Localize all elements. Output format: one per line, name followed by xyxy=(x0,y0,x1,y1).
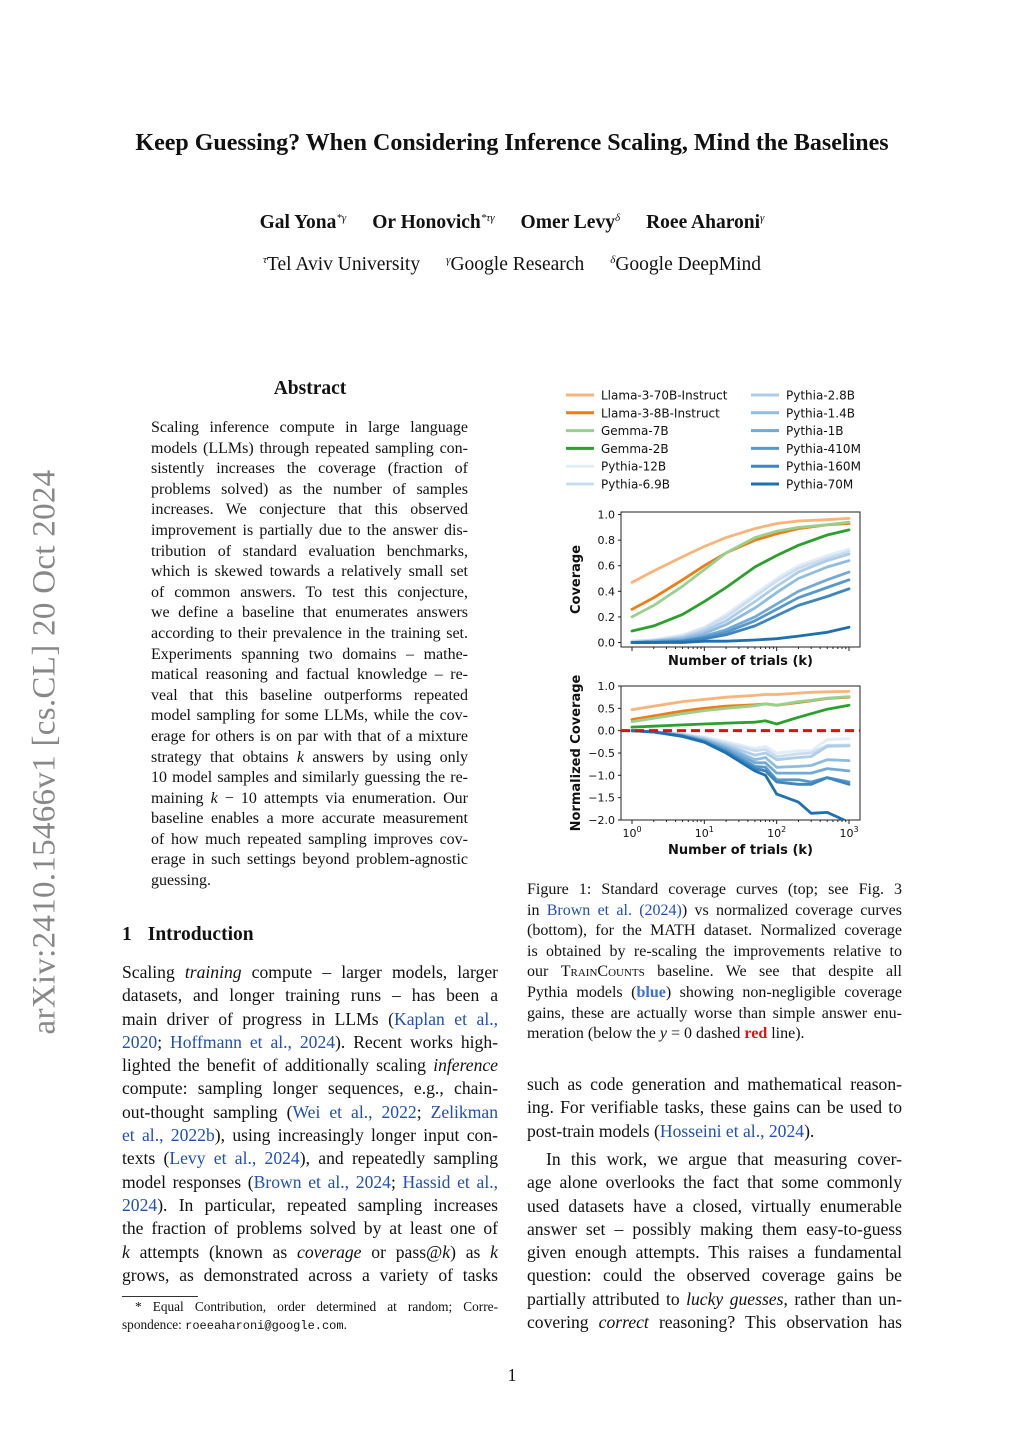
text: lighted the benefit of additionally scaling xyxy=(122,1055,434,1076)
text: the fraction of problems solved by at least one of xyxy=(122,1218,498,1239)
text: of common answers. To test this conjecture, xyxy=(151,583,468,601)
citation-link[interactable]: Brown et al., 2024 xyxy=(253,1171,391,1192)
right-column-paragraph-2 xyxy=(527,1148,902,1334)
text-line xyxy=(527,1171,902,1194)
x-tick-exponent: 3 xyxy=(853,825,859,834)
text: − 10 attempts via enumeration. Our xyxy=(217,789,469,807)
legend-label: Pythia-410M xyxy=(786,441,861,456)
series-line-gemma-7b xyxy=(632,697,849,722)
text: guessing. xyxy=(151,872,211,890)
x-tick-base: 10 xyxy=(694,827,709,840)
legend-label: Pythia-12B xyxy=(601,459,667,474)
y-tick-label: 0.6 xyxy=(597,559,615,573)
x-tick-label xyxy=(839,825,858,840)
text-line xyxy=(151,603,468,624)
text: ; xyxy=(416,1101,431,1122)
x-tick-exponent: 2 xyxy=(781,825,787,834)
styled-text: training xyxy=(184,962,242,982)
x-tick-label xyxy=(767,825,786,840)
x-tick-base: 10 xyxy=(839,827,854,840)
text: erage in such settings beyond problem-agnostic xyxy=(151,851,468,869)
citation-link[interactable]: (2024) xyxy=(639,901,682,919)
text-line xyxy=(527,1073,902,1096)
text: line). xyxy=(767,1025,805,1043)
text-line xyxy=(151,686,468,707)
text-line xyxy=(151,624,468,645)
text-line xyxy=(151,645,468,666)
author-affiliation-mark: γ xyxy=(760,212,765,224)
citation-link[interactable]: 2024 xyxy=(122,1194,158,1215)
x-axis-label: Number of trials (k) xyxy=(668,843,813,858)
text-line xyxy=(122,1101,498,1124)
author-list xyxy=(0,212,1024,234)
text-line xyxy=(527,1288,902,1311)
citation-link[interactable]: et al., 2022b xyxy=(122,1125,215,1146)
text-line xyxy=(151,789,468,810)
text: ) showing non-negligible coverage xyxy=(665,983,902,1001)
text: used datasets have a closed, virtually enumerable xyxy=(527,1195,902,1216)
author-affiliation-mark: δ xyxy=(614,212,621,224)
citation-link[interactable]: Wei et al., 2022 xyxy=(292,1101,417,1122)
author xyxy=(372,212,494,233)
text: in xyxy=(527,901,547,919)
text: increases. We conjecture that this observed xyxy=(151,501,468,519)
text-line xyxy=(151,850,468,871)
styled-text: k xyxy=(442,1241,451,1262)
styled-text: TrainCounts xyxy=(560,963,645,981)
legend-label: Pythia-160M xyxy=(786,459,861,474)
citation-link[interactable]: Hosseini et al., 2024 xyxy=(659,1120,805,1141)
section-title: Introduction xyxy=(147,924,254,945)
text-line xyxy=(122,1217,498,1240)
text-line xyxy=(151,809,468,830)
text-line xyxy=(527,901,902,922)
citation-link[interactable]: Hassid et al., xyxy=(402,1171,499,1192)
text: ). Recent works high- xyxy=(335,1031,498,1052)
text: answers by using only xyxy=(304,748,469,766)
text-line xyxy=(151,768,468,789)
text: our xyxy=(527,963,561,981)
text-line xyxy=(151,748,468,769)
legend-label: Pythia-1.4B xyxy=(786,406,855,421)
text-line xyxy=(527,1311,902,1334)
legend-label: Llama-3-8B-Instruct xyxy=(601,406,720,421)
author xyxy=(646,212,764,233)
affiliation xyxy=(610,254,761,275)
text-line xyxy=(151,480,468,501)
text-line xyxy=(122,1241,498,1264)
text: given enough attempts. This raises a fundamental xyxy=(527,1242,902,1263)
text-line xyxy=(122,1264,498,1287)
affiliation-name: Google DeepMind xyxy=(615,254,762,275)
text: model sampling for some LLMs, while the cov- xyxy=(151,707,468,725)
text: grows, as demonstrated across a variety of tasks xyxy=(122,1264,498,1285)
text-line xyxy=(122,1031,498,1054)
styled-text: correct xyxy=(598,1312,649,1333)
legend-label: Pythia-6.9B xyxy=(601,477,670,492)
abstract-heading: Abstract xyxy=(273,378,347,399)
styled-text: k xyxy=(122,1241,130,1262)
affiliation-mark: τ xyxy=(262,254,267,266)
citation-link[interactable]: Zelikman xyxy=(430,1101,499,1122)
text: gains, these are actually worse than simple answer enu- xyxy=(527,1004,902,1022)
text: ; xyxy=(157,1031,170,1052)
author xyxy=(521,212,621,233)
y-tick-label: 0.0 xyxy=(597,724,615,738)
text: we define a baseline that enumerates answers xyxy=(151,604,468,622)
text: such as code generation and mathematical reason- xyxy=(527,1074,902,1094)
text: Experiments spanning two domains – mathe- xyxy=(151,645,468,663)
x-tick-base: 10 xyxy=(767,827,782,840)
styled-text: coverage xyxy=(297,1241,362,1262)
text: ). xyxy=(804,1120,815,1141)
text: Figure 1: Standard coverage curves (top; see Fig. 3 xyxy=(527,881,902,898)
affiliation xyxy=(263,254,420,275)
citation-link[interactable]: Kaplan et al., xyxy=(394,1008,499,1029)
affiliation-list xyxy=(0,254,1024,276)
y-tick-label: 0.4 xyxy=(597,585,615,599)
text: Scaling xyxy=(122,962,185,982)
x-axis-label: Number of trials (k) xyxy=(668,654,813,669)
y-tick-label: 0.2 xyxy=(597,610,615,624)
text: Pythia models ( xyxy=(527,983,637,1001)
legend-label: Llama-3-70B-Instruct xyxy=(601,388,728,403)
text-line xyxy=(527,983,902,1004)
text-line xyxy=(151,500,468,521)
text-line xyxy=(122,1316,498,1334)
text: baseline enables a more accurate measurement xyxy=(151,810,468,828)
text: matical reasoning and factual knowledge – re- xyxy=(151,666,468,684)
text: ing. For verifiable tasks, these gains can be used to xyxy=(527,1097,902,1118)
affiliation xyxy=(446,254,584,275)
text-line xyxy=(151,665,468,686)
email-address: roeeaharoni@google.com xyxy=(185,1319,344,1333)
y-tick-label: 1.0 xyxy=(597,508,615,522)
text: which is skewed towards a relatively small set xyxy=(151,563,468,581)
x-tick-base: 10 xyxy=(622,827,637,840)
citation-link[interactable]: Brown et al. xyxy=(546,901,632,919)
text: of how much repeated sampling improves cov- xyxy=(151,830,468,848)
text-line xyxy=(151,521,468,542)
citation-link[interactable]: 2020 xyxy=(122,1031,158,1052)
text: ), and repeatedly sampling xyxy=(299,1148,498,1169)
text-line xyxy=(151,706,468,727)
text-line xyxy=(527,1096,902,1119)
text: post-train models ( xyxy=(527,1120,660,1141)
text: ) vs normalized coverage curves xyxy=(681,901,902,919)
text-line xyxy=(527,1120,902,1143)
text-line xyxy=(527,1024,902,1045)
styled-text: k xyxy=(490,1241,498,1262)
text-line xyxy=(122,984,498,1007)
text-line xyxy=(151,418,468,439)
text: main driver of progress in LLMs ( xyxy=(122,1008,394,1029)
author-name: Or Honovich xyxy=(372,212,481,233)
x-tick-label xyxy=(622,825,641,840)
legend-label: Pythia-70M xyxy=(786,477,854,492)
page-number: 1 xyxy=(507,1365,517,1385)
y-axis-label: Normalized Coverage xyxy=(569,674,584,832)
text: texts ( xyxy=(122,1148,170,1169)
section-number: 1 xyxy=(122,924,132,945)
text: ; xyxy=(390,1171,403,1192)
text: meration (below the xyxy=(527,1025,660,1043)
text: model responses ( xyxy=(122,1171,254,1192)
x-tick-exponent: 0 xyxy=(636,825,642,834)
series-line-llama-3-70b-instruct xyxy=(632,518,849,582)
text-line xyxy=(527,1264,902,1287)
abstract-body xyxy=(151,418,468,892)
text: problems solved) as the number of samples xyxy=(151,480,468,498)
text-line xyxy=(151,542,468,563)
text: tribution of standard evaluation benchmarks, xyxy=(151,542,468,560)
author-name: Gal Yona xyxy=(259,212,337,233)
text: out-thought sampling ( xyxy=(122,1101,293,1122)
figure-charts xyxy=(540,380,900,870)
styled-text: red xyxy=(744,1025,768,1043)
legend-label: Pythia-2.8B xyxy=(786,388,855,403)
y-tick-label: −0.5 xyxy=(588,747,615,760)
text-line xyxy=(527,880,902,901)
legend-label: Pythia-1B xyxy=(786,424,844,439)
paper-title: Keep Guessing? When Considering Inference Scaling, Mind the Baselines xyxy=(135,130,889,156)
affiliation-mark: δ xyxy=(610,254,616,266)
text-line xyxy=(151,830,468,851)
text-line xyxy=(527,921,902,942)
legend-label: Gemma-2B xyxy=(601,441,669,456)
text-line xyxy=(151,583,468,604)
author-name: Omer Levy xyxy=(520,212,615,233)
chart-0 xyxy=(569,509,860,669)
author-name: Roee Aharoni xyxy=(646,212,761,233)
styled-text: y xyxy=(659,1025,667,1043)
text-line xyxy=(527,1218,902,1241)
text: spondence: xyxy=(122,1317,186,1332)
text: strategy that obtains xyxy=(151,748,297,766)
y-tick-label: −2.0 xyxy=(588,814,615,827)
text: Scaling inference compute in large language xyxy=(151,419,468,436)
citation-link[interactable]: Levy et al., 2024 xyxy=(169,1148,300,1169)
styled-text: lucky guesses xyxy=(686,1288,784,1309)
figure-caption xyxy=(527,880,902,1045)
text-line xyxy=(151,439,468,460)
text: partially attributed to xyxy=(527,1288,687,1309)
text-line xyxy=(122,1008,498,1031)
text-line xyxy=(527,1148,902,1171)
text-line xyxy=(527,942,902,963)
text: age alone overlooks the fact that some commonly xyxy=(527,1172,902,1193)
text: improvement is partially due to the answer dis- xyxy=(151,521,468,539)
styled-text: k xyxy=(296,748,304,766)
text: = 0 dashed xyxy=(666,1025,745,1043)
text: veal that this baseline outperforms repeated xyxy=(151,686,468,704)
text: ). In particular, repeated sampling increases xyxy=(157,1194,498,1215)
author-affiliation-mark: *γ xyxy=(336,212,347,224)
y-tick-label: 0.8 xyxy=(597,534,615,548)
series-group xyxy=(632,518,849,642)
affiliation-name: Tel Aviv University xyxy=(266,254,421,275)
text: 10 model samples and similarly guessing the re- xyxy=(151,769,468,787)
text-line xyxy=(527,1241,902,1264)
text-line xyxy=(122,1054,498,1077)
right-column-paragraph-1 xyxy=(527,1073,902,1143)
text: answer set – possibly making them easy-to-guess xyxy=(527,1218,902,1239)
text: attempts (known as xyxy=(129,1241,298,1262)
text: or pass@ xyxy=(361,1241,443,1262)
text-line xyxy=(122,1298,498,1316)
text-line xyxy=(122,1077,498,1100)
text: ), using increasingly longer input con- xyxy=(214,1125,499,1146)
text-line xyxy=(527,1004,902,1025)
styled-text: blue xyxy=(636,983,666,1001)
text-line xyxy=(122,1124,498,1147)
text: sistently increases the coverage (fraction of xyxy=(151,460,468,478)
author xyxy=(260,212,347,233)
y-tick-label: −1.5 xyxy=(588,791,615,805)
text-line xyxy=(151,459,468,480)
text: . xyxy=(343,1317,347,1332)
footnote-rule xyxy=(122,1296,198,1297)
text: baseline. We see that despite all xyxy=(644,963,903,981)
text: according to their prevalence in the training set. xyxy=(151,624,468,642)
intro-paragraph xyxy=(122,961,498,1287)
text: In this work, we argue that measuring cover- xyxy=(546,1149,902,1169)
text-line xyxy=(527,962,902,983)
text: maining xyxy=(151,789,211,807)
text: question: could the observed coverage gains be xyxy=(527,1265,902,1286)
styled-text: k xyxy=(210,789,218,807)
text-line xyxy=(122,1171,498,1194)
text: erage for others is on par with that of a mixture xyxy=(151,727,468,745)
citation-link[interactable]: Hoffmann et al., 2024 xyxy=(169,1031,336,1052)
legend-label: Gemma-7B xyxy=(601,424,669,439)
affiliation-mark: γ xyxy=(446,254,451,266)
text-line xyxy=(122,961,498,984)
text-line xyxy=(122,1194,498,1217)
text: is obtained by re-scaling the improvements relative to xyxy=(527,942,902,960)
affiliation-name: Google Research xyxy=(450,254,585,275)
y-tick-label: −1.0 xyxy=(588,769,615,783)
text: datasets, and longer training runs – has been a xyxy=(122,985,498,1006)
arxiv-stamp: arXiv:2410.15466v1 [cs.CL] 20 Oct 2024 xyxy=(26,469,63,1035)
x-tick-label xyxy=(695,825,714,840)
footnote xyxy=(122,1298,498,1334)
text: reasoning? This observation has xyxy=(648,1312,902,1333)
chart-1 xyxy=(569,674,860,858)
text-line xyxy=(151,562,468,583)
text-line xyxy=(151,871,468,892)
text: compute – larger models, larger xyxy=(241,962,498,982)
text: (bottom), for the MATH dataset. Normalized coverage xyxy=(527,922,902,940)
text-line xyxy=(527,1195,902,1218)
series-group xyxy=(632,691,849,822)
section-heading xyxy=(122,924,270,946)
text-line xyxy=(151,727,468,748)
text: * Equal Contribution, order determined at random; Corre- xyxy=(135,1299,498,1314)
text: , rather than un- xyxy=(783,1288,902,1309)
text: compute: sampling longer sequences, e.g., chain- xyxy=(122,1078,498,1099)
x-tick-exponent: 1 xyxy=(708,825,714,834)
y-tick-label: 0.0 xyxy=(597,636,615,650)
y-axis-label: Coverage xyxy=(569,544,584,615)
text: models (LLMs) through repeated sampling con- xyxy=(151,439,468,457)
styled-text: inference xyxy=(433,1055,498,1076)
figure-1 xyxy=(540,380,900,870)
y-tick-label: 0.5 xyxy=(597,702,615,716)
text: ) as xyxy=(450,1241,491,1262)
text: covering xyxy=(527,1312,599,1333)
y-tick-label: 1.0 xyxy=(597,680,615,693)
author-affiliation-mark: *τγ xyxy=(480,212,495,224)
text-line xyxy=(122,1147,498,1170)
